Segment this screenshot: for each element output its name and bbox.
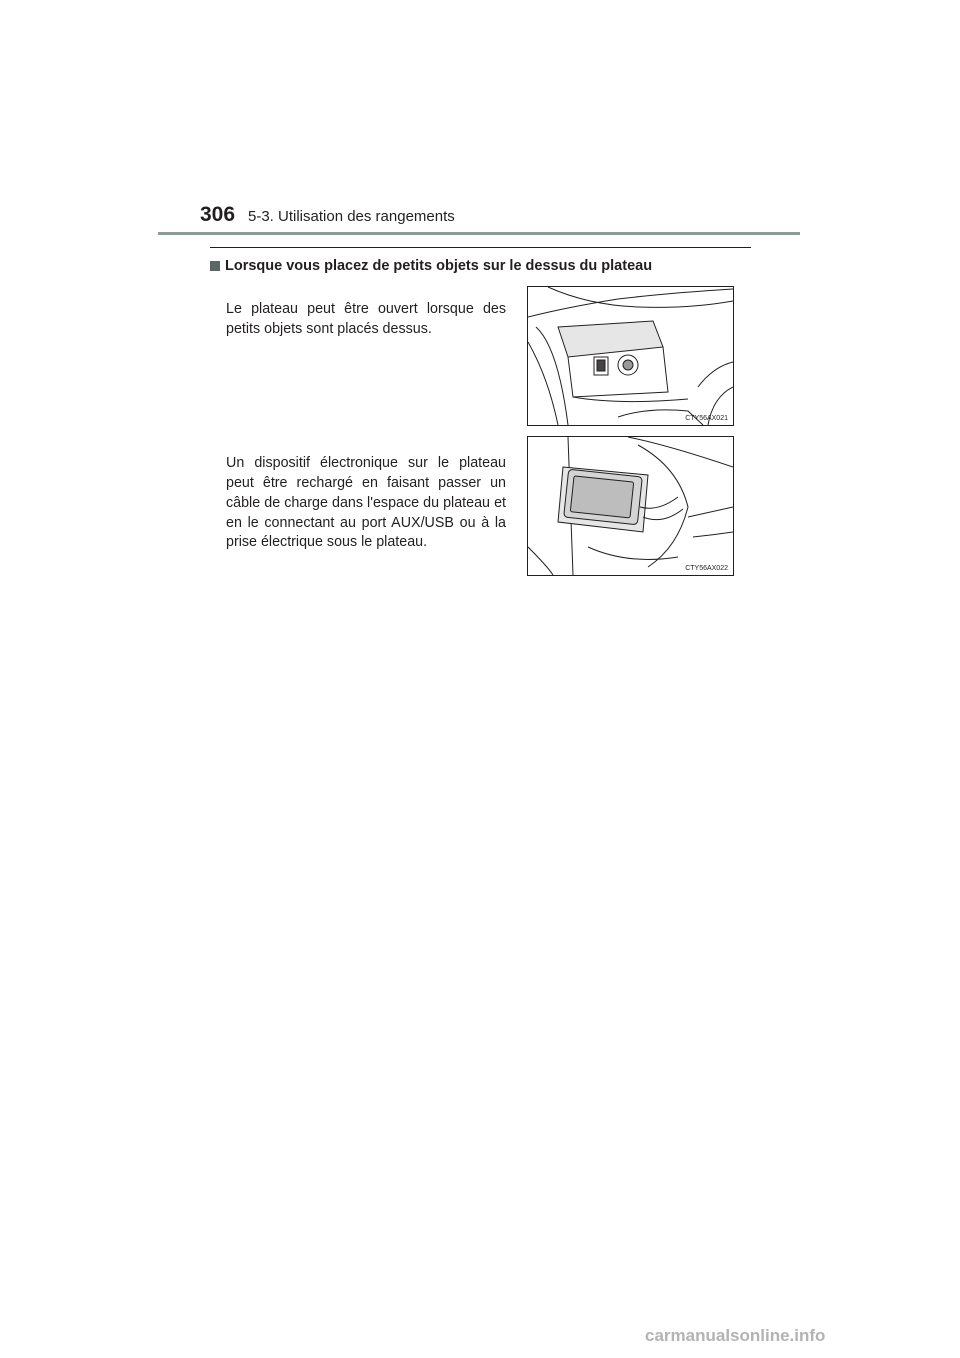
page-number: 306 bbox=[200, 203, 236, 226]
figure-phone-tray bbox=[527, 436, 734, 576]
figure-code: CTY56AX022 bbox=[685, 565, 728, 572]
chapter-title: 5-3. Utilisation des rangements bbox=[248, 208, 455, 225]
header-rule bbox=[158, 232, 800, 235]
square-bullet-icon bbox=[210, 261, 220, 271]
section-heading-text: Lorsque vous placez de petits objets sur le dessus du plateau bbox=[225, 258, 653, 274]
section-heading bbox=[210, 258, 652, 274]
paragraph-tray-open: Le plateau peut être ouvert lorsque des petits objets sont placés dessus. bbox=[226, 301, 506, 338]
section-rule bbox=[210, 247, 751, 248]
figure-code: CTY56AX021 bbox=[685, 415, 728, 422]
paragraph-charging: Un dispositif électronique sur le plateau peut être rechargé en faisant passer un câble de charge dans l'espace du plateau et en le connectant au port AUX/USB ou à la prise électrique sous le plateau. bbox=[226, 455, 506, 551]
illustration-console-sockets bbox=[528, 287, 733, 425]
figure-tray-sockets bbox=[527, 286, 734, 426]
watermark: carmanualsonline.info bbox=[645, 1326, 826, 1345]
illustration-phone-on-tray bbox=[528, 437, 733, 575]
